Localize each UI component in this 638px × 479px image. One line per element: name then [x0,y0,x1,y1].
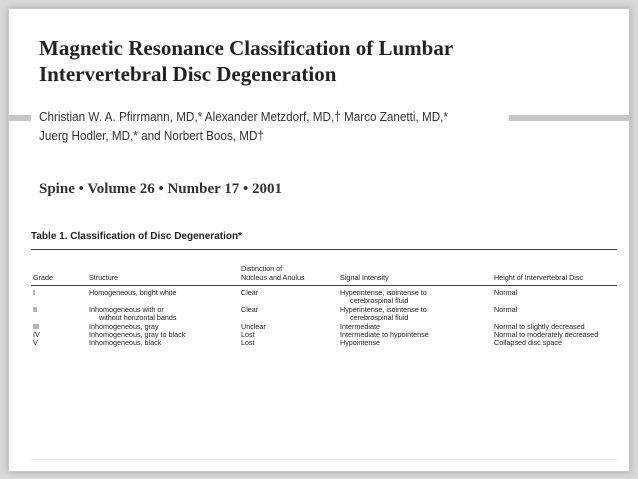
structure-cell-text: Inhomogeneous, gray to black [89,330,186,340]
height-cell-text: Normal to slightly decreased [494,321,585,331]
distinction-cell-text: Clear [241,304,259,314]
table-title: Table 1. Classification of Disc Degeneration* [31,231,242,242]
grade-cell-text: III [33,321,39,331]
grade-cell-text: IV [33,330,40,340]
structure-cell-text: Inhomogeneous, black [89,338,162,348]
table-row [31,289,617,306]
table-header-row [31,254,617,285]
signal-cell [338,339,492,347]
signal-cell-text: Hyperintense, isointense to [340,288,427,297]
header-distinction-line-2: Nucleus and Anulus [241,273,305,282]
grade-cell-text: II [33,304,37,314]
grade-cell-text: V [33,338,38,348]
signal-cell-text: Intermediate to hypointense [340,330,429,340]
header-distinction [239,254,338,285]
signal-cell [338,289,492,306]
decorative-bar-right [509,115,629,121]
structure-cell-text: Inhomogeneous with or [89,304,164,314]
height-cell-text: Normal [494,304,518,314]
signal-cell-text: cerebrospinal fluid [350,313,409,323]
signal-cell [338,306,492,323]
grade-cell-text: I [33,288,35,297]
table-top-rule [31,249,617,250]
height-cell-text: Normal [494,288,518,297]
grade-cell [31,331,87,339]
header-distinction-line-1: Distinction of [241,264,283,273]
paper-title-line-1: Magnetic Resonance Classification of Lumbar [39,36,454,60]
signal-cell-text: cerebrospinal fluid [350,296,409,306]
authors [39,107,507,145]
journal-citation: Spine • Volume 26 • Number 17 • 2001 [39,181,283,197]
distinction-cell-text: Unclear [241,321,266,331]
decorative-bar-left [9,115,31,121]
signal-cell-text: Intermediate [340,321,380,331]
slide [8,8,630,472]
distinction-cell [239,339,338,347]
distinction-cell-text: Clear [241,288,259,297]
authors-line-2: Juerg Hodler, MD,* and Norbert Boos, MD† [39,128,264,143]
classification-table [31,254,617,348]
authors-line-1: Christian W. A. Pfirrmann, MD,* Alexander Metzdorf, MD,† Marco Zanetti, MD,* [39,109,448,124]
grade-cell [31,339,87,347]
distinction-cell [239,306,338,323]
structure-cell-text: Inhomogeneous, gray [89,321,159,331]
header-signal: Signal Intensity [340,273,389,282]
structure-cell [87,339,239,347]
height-cell [492,306,617,323]
table-row [31,306,617,323]
table-row [31,339,617,347]
paper-title-line-2: Intervertebral Disc Degeneration [39,62,337,86]
header-height: Height of Intervertebral Disc [494,273,584,282]
height-cell-text: Collapsed disc space [494,338,562,348]
structure-cell [87,306,239,323]
signal-cell-text: Hyperintense, isointense to [340,304,427,314]
structure-cell-text: without horizontal bands [99,313,177,323]
height-cell [492,339,617,347]
distinction-cell-text: Lost [241,330,255,340]
header-structure: Structure [89,273,119,282]
signal-cell-text: Hypointense [340,338,380,348]
distinction-cell-text: Lost [241,338,255,348]
height-cell-text: Normal to moderately decreased [494,330,599,340]
footer-divider [31,459,617,460]
paper-title [39,35,599,87]
header-grade: Grade [33,273,53,282]
grade-cell [31,306,87,323]
distinction-cell [239,289,338,306]
structure-cell [87,289,239,306]
height-cell [492,289,617,306]
grade-cell [31,289,87,306]
structure-cell-text: Homogeneous, bright white [89,288,177,297]
